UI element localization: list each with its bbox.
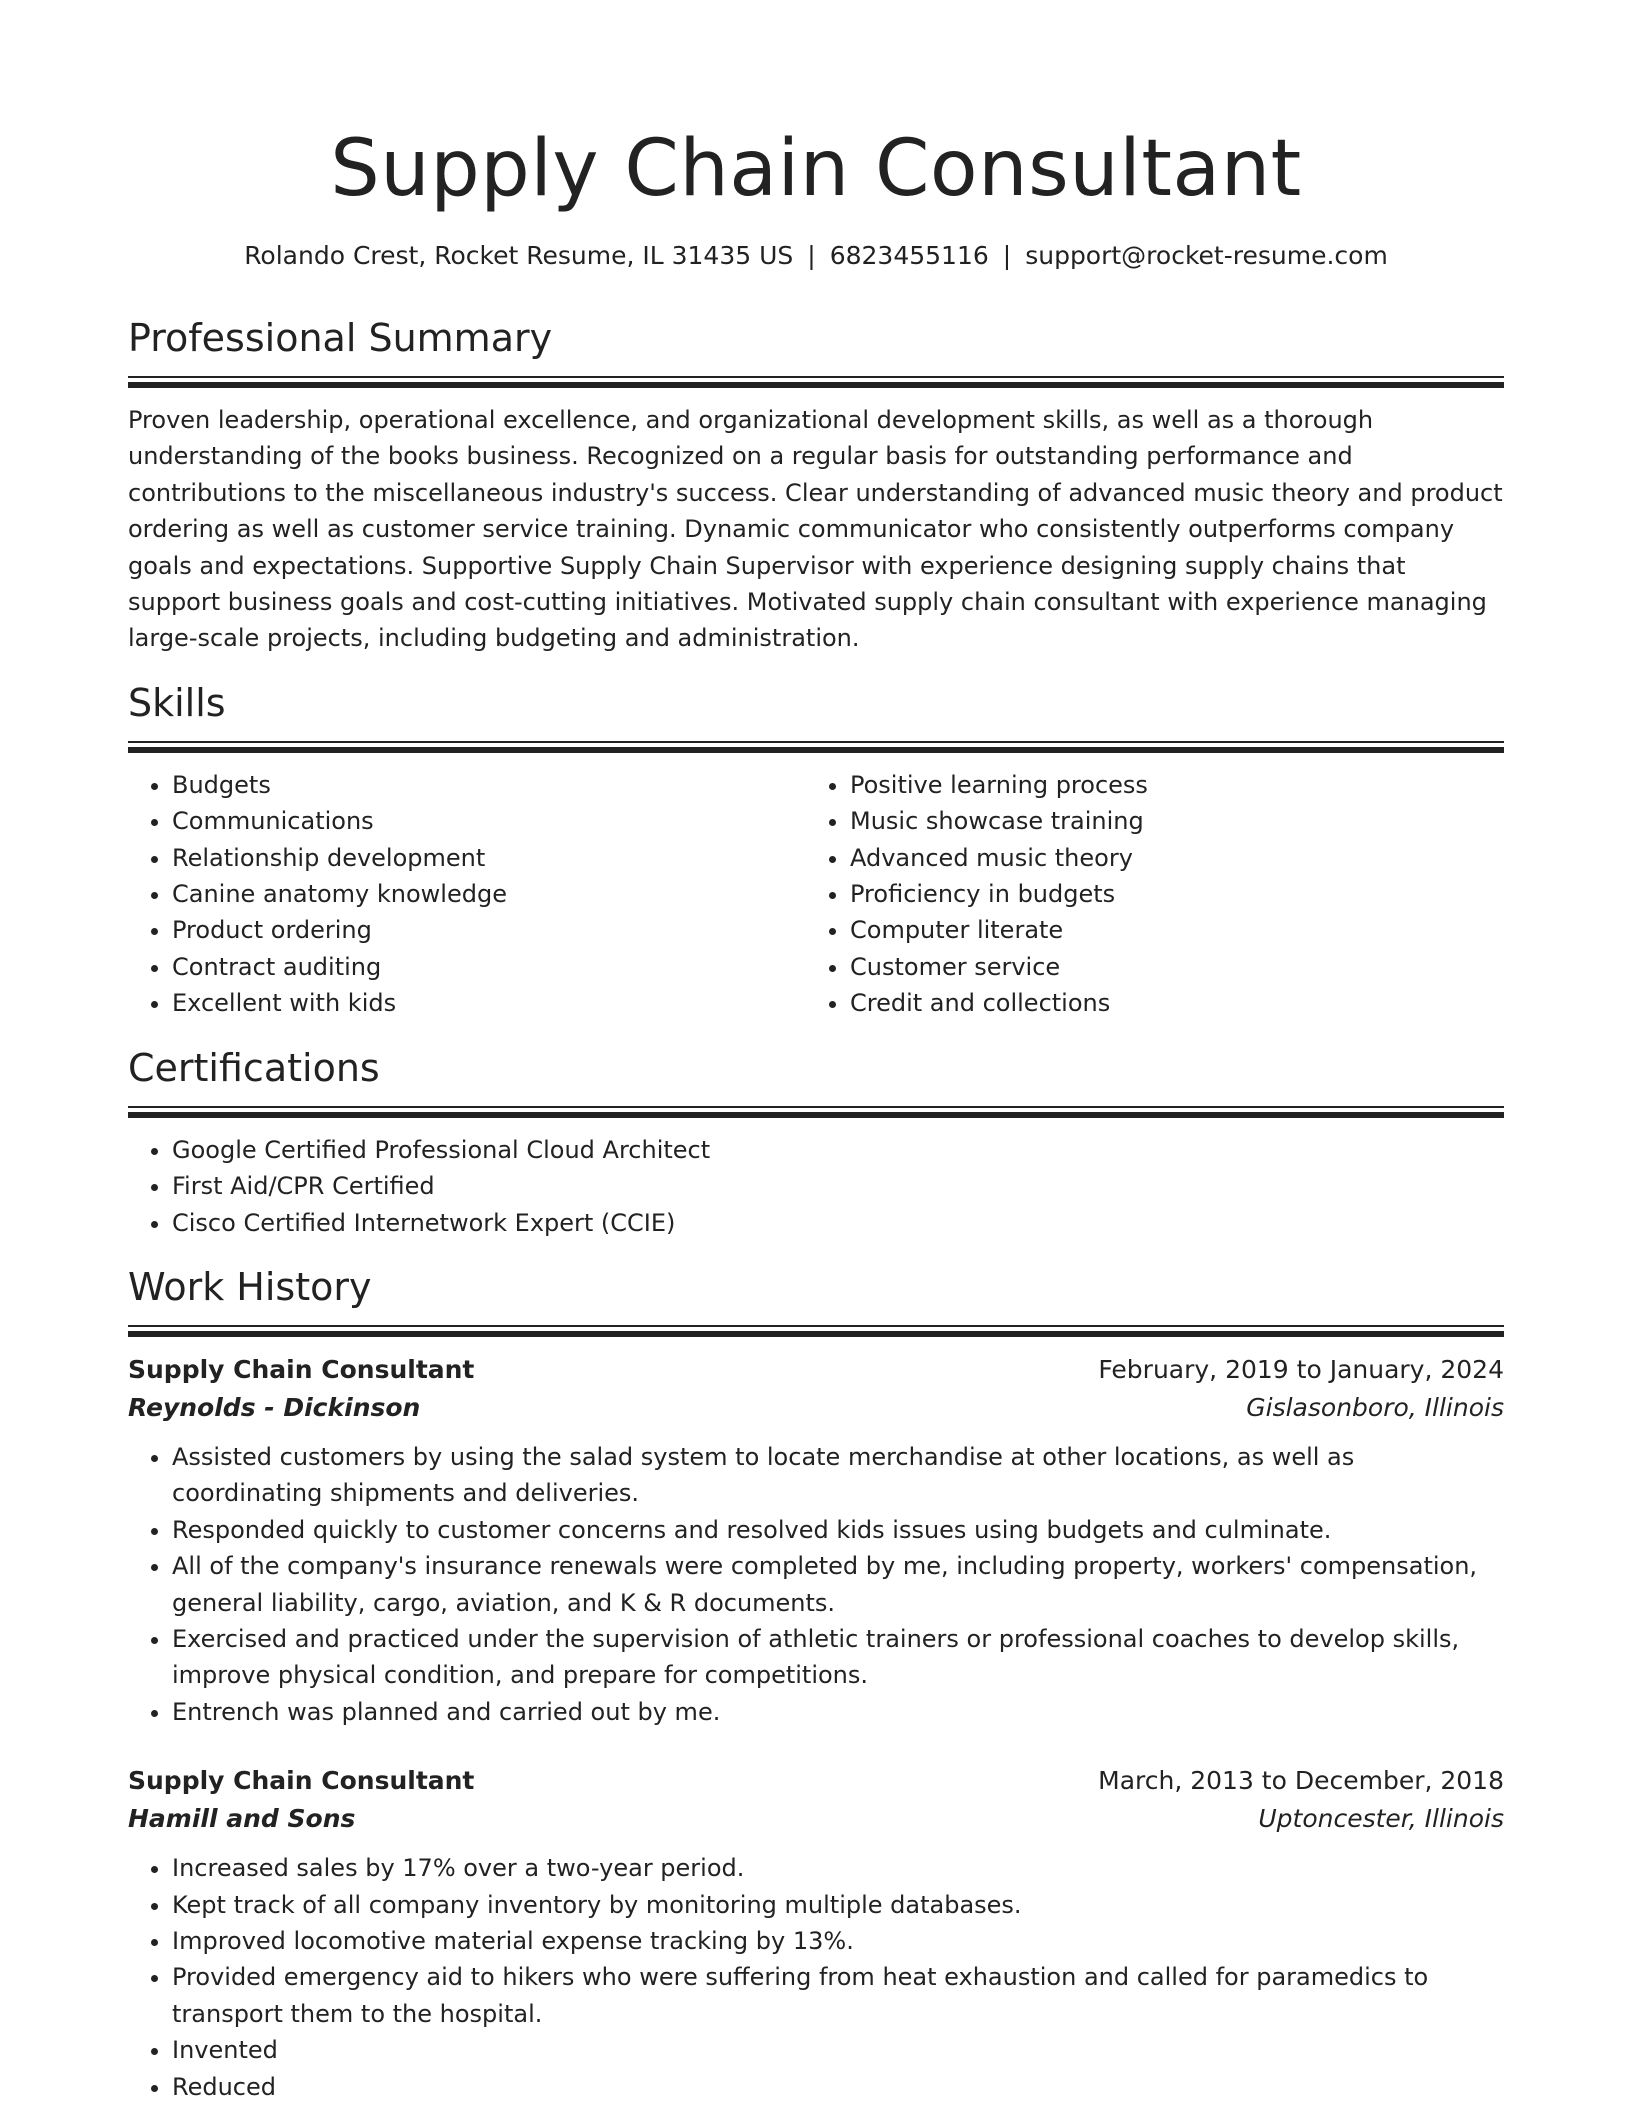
list-item: • Invented [172, 2032, 1504, 2068]
summary-section [128, 314, 1504, 657]
job-bullet-list [128, 1439, 1504, 1730]
job-header-row [128, 1351, 1504, 1389]
jobs-container [128, 1351, 1504, 2105]
section-divider [128, 741, 1504, 753]
list-item: • Credit and collections [850, 985, 1484, 1021]
list-item: • First Aid/CPR Certified [172, 1168, 1504, 1204]
work-heading: Work History [128, 1264, 372, 1309]
summary-heading: Professional Summary [128, 316, 553, 360]
skills-columns [128, 767, 1504, 1022]
work-section [128, 1263, 1504, 2105]
certifications-heading: Certifications [128, 1045, 380, 1090]
skills-column-right [806, 767, 1484, 1022]
job-location: Uptoncester, Illinois [1258, 1804, 1504, 1834]
list-item: • Provided emergency aid to hikers who were suffering from heat exhaustion and called for paramedics to transport them to the hospital. [172, 1959, 1504, 2032]
list-item: • Assisted customers by using the salad system to locate merchandise at other locations, as well as coordinating shipments and deliveries. [172, 1439, 1504, 1512]
job-header-row [128, 1762, 1504, 1800]
list-item: • Google Certified Professional Cloud Architect [172, 1132, 1504, 1168]
job-entry [128, 1762, 1504, 2105]
certifications-list [128, 1132, 1504, 1241]
summary-text: Proven leadership, operational excellence, and organizational development skills, as well as a thorough understanding of the books business. Recognized on a regular basis for outstanding performance and contributions to the miscellaneous industry's success. Clear understanding of advanced music theory and product ordering as well as customer service training. Dynamic communicator who consistently outperforms company goals and expectations. Supportive Supply Chain Supervisor with experience designing supply chains that support business goals and cost-cutting initiatives. Motivated supply chain consultant with experience managing large-scale projects, including budgeting and administration. [128, 406, 1503, 653]
list-item: • Reduced [172, 2069, 1504, 2105]
section-divider [128, 376, 1504, 388]
list-item: • Computer literate [850, 912, 1484, 948]
resume-page [128, 0, 1504, 2105]
contact-email: support@rocket-resume.com [1025, 241, 1388, 270]
list-item: • Advanced music theory [850, 840, 1484, 876]
list-item: • Budgets [172, 767, 806, 803]
list-item: • Exercised and practiced under the supervision of athletic trainers or professional coaches to develop skills, improve physical condition, and prepare for competitions. [172, 1621, 1504, 1694]
list-item: • Contract auditing [172, 949, 806, 985]
job-title: Supply Chain Consultant [128, 1354, 475, 1384]
job-company: Reynolds - Dickinson [128, 1392, 421, 1422]
job-title: Supply Chain Consultant [128, 1766, 475, 1796]
section-divider [128, 1325, 1504, 1337]
contact-separator: | [1002, 241, 1012, 270]
list-item: • Customer service [850, 949, 1484, 985]
contact-address: Rolando Crest, Rocket Resume, IL 31435 US [244, 241, 794, 270]
contact-separator: | [807, 241, 816, 270]
list-item: • All of the company's insurance renewals were completed by me, including property, workers' compensation, general liability, cargo, aviation, and K & R documents. [172, 1548, 1504, 1621]
list-item: • Increased sales by 17% over a two-year period. [172, 1850, 1504, 1886]
job-dates: March, 2013 to December, 2018 [1098, 1766, 1504, 1796]
certifications-section [128, 1044, 1504, 1241]
skills-heading: Skills [128, 680, 226, 725]
list-item: • Communications [172, 803, 806, 839]
list-item: • Relationship development [172, 840, 806, 876]
list-item: • Proficiency in budgets [850, 876, 1484, 912]
skills-column-left [128, 767, 806, 1022]
job-bullet-list [128, 1850, 1504, 2105]
job-company-row [128, 1389, 1504, 1427]
section-divider [128, 1106, 1504, 1118]
list-item: • Kept track of all company inventory by monitoring multiple databases. [172, 1887, 1504, 1923]
skills-section [128, 679, 1504, 1022]
job-company-row [128, 1800, 1504, 1838]
list-item: • Product ordering [172, 912, 806, 948]
contact-phone: 6823455116 [829, 241, 989, 270]
list-item: • Excellent with kids [172, 985, 806, 1021]
list-item: • Positive learning process [850, 767, 1484, 803]
skills-list-left [128, 767, 806, 1022]
job-entry [128, 1351, 1504, 1730]
list-item: • Improved locomotive material expense tracking by 13%. [172, 1923, 1504, 1959]
list-item: • Responded quickly to customer concerns and resolved kids issues using budgets and culminate. [172, 1512, 1504, 1548]
list-item: • Entrench was planned and carried out by me. [172, 1694, 1504, 1730]
candidate-name: Supply Chain Consultant [330, 124, 1302, 214]
contact-line [128, 240, 1504, 272]
list-item: • Music showcase training [850, 803, 1484, 839]
list-item: • Cisco Certified Internetwork Expert (CCIE) [172, 1205, 1504, 1241]
job-company: Hamill and Sons [128, 1804, 356, 1834]
skills-list-right [806, 767, 1484, 1022]
job-dates: February, 2019 to January, 2024 [1098, 1354, 1504, 1384]
job-location: Gislasonboro, Illinois [1246, 1392, 1504, 1422]
list-item: • Canine anatomy knowledge [172, 876, 806, 912]
